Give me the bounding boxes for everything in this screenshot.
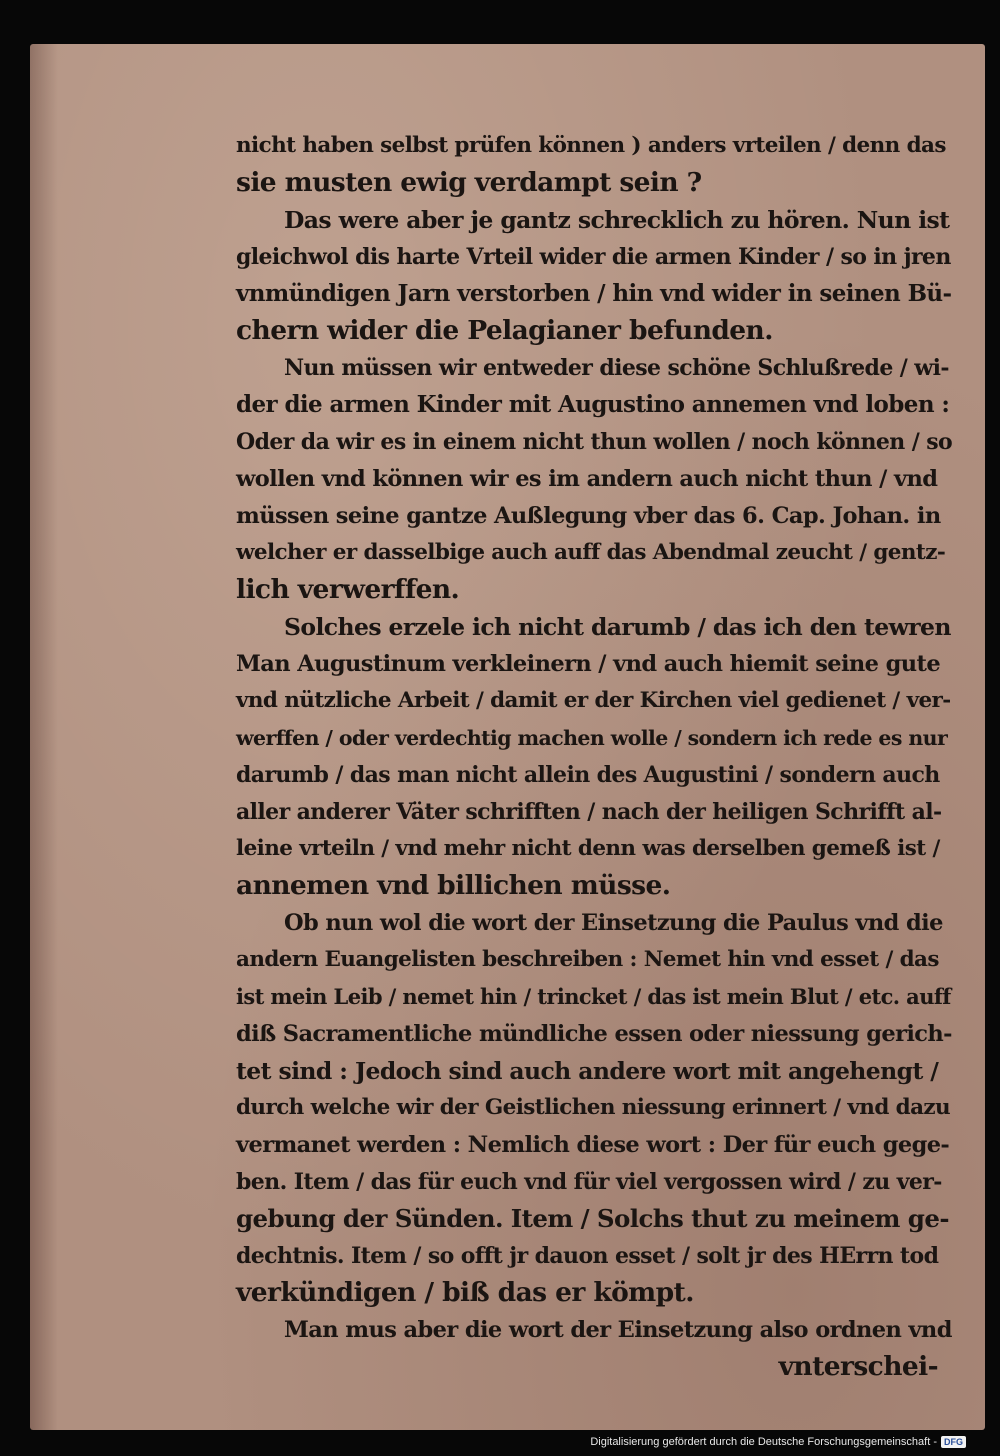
text-line: Man Augustinum verkleinern / vnd auch hiemit seine gute bbox=[236, 651, 941, 677]
text-line: Das were aber je gantz schrecklich zu hören. Nun ist bbox=[284, 206, 950, 234]
footer bbox=[590, 1433, 966, 1451]
text-line: sie musten ewig verdampt sein ? bbox=[236, 167, 702, 198]
text-line: wollen vnd können wir es im andern auch nicht thun / vnd bbox=[236, 466, 938, 492]
footer-credit: Digitalisierung gefördert durch die Deutsche Forschungsgemeinschaft - bbox=[590, 1436, 937, 1448]
text-line: diß Sacramentliche mündliche essen oder niessung gerich- bbox=[236, 1021, 952, 1047]
dfg-logo-icon: DFG bbox=[941, 1436, 966, 1448]
text-line: leine vrteiln / vnd mehr nicht denn was derselben gemeß ist / bbox=[236, 836, 940, 861]
text-line: verkündigen / biß das er kömpt. bbox=[236, 1277, 694, 1308]
text-line: vnd nützliche Arbeit / damit er der Kirchen viel gedienet / ver- bbox=[236, 688, 951, 713]
text-line: welcher er dasselbige auch auff das Abendmal zeucht / gentz- bbox=[236, 540, 946, 565]
text-line: werffen / oder verdechtig machen wolle / sondern ich rede es nur bbox=[236, 726, 948, 750]
text-line: lich verwerffen. bbox=[236, 574, 460, 605]
catchword: vnterschei- bbox=[778, 1351, 938, 1382]
text-line: der die armen Kinder mit Augustino annemen vnd loben : bbox=[236, 391, 950, 418]
text-line: müssen seine gantze Außlegung vber das 6. Cap. Johan. in bbox=[236, 503, 941, 529]
text-line: nicht haben selbst prüfen können ) anders vrteilen / denn das bbox=[236, 133, 946, 158]
text-line: Nun müssen wir entweder diese schöne Schlußrede / wi- bbox=[284, 355, 949, 381]
text-line: gleichwol dis harte Vrteil wider die armen Kinder / so in jren bbox=[236, 244, 951, 270]
text-line: annemen vnd billichen müsse. bbox=[236, 870, 671, 901]
text-line: Solches erzele ich nicht darumb / das ich den tewren bbox=[284, 613, 951, 641]
text-line: Ob nun wol die wort der Einsetzung die Paulus vnd die bbox=[284, 910, 943, 936]
text-line: chern wider die Pelagianer befunden. bbox=[236, 315, 773, 346]
text-line: aller anderer Väter schrifften / nach der heiligen Schrifft al- bbox=[236, 799, 942, 825]
text-line: andern Euangelisten beschreiben : Nemet hin vnd esset / das bbox=[236, 947, 939, 972]
text-line: ben. Item / das für euch vnd für viel vergossen wird / zu ver- bbox=[236, 1169, 942, 1195]
text-line: durch welche wir der Geistlichen niessung erinnert / vnd dazu bbox=[236, 1095, 951, 1120]
text-line: vermanet werden : Nemlich diese wort : Der für euch gege- bbox=[236, 1132, 950, 1158]
text-line: Oder da wir es in einem nicht thun wollen / noch können / so bbox=[236, 429, 953, 455]
text-line: tet sind : Jedoch sind auch andere wort mit angehengt / bbox=[236, 1057, 939, 1085]
text-line: dechtnis. Item / so offt jr dauon esset / solt jr des HErrn tod bbox=[236, 1243, 939, 1269]
text-line: vnmündigen Jarn verstorben / hin vnd wider in seinen Bü- bbox=[236, 280, 952, 307]
text-line: ist mein Leib / nemet hin / trincket / das ist mein Blut / etc. auff bbox=[236, 984, 951, 1009]
text-line: Man mus aber die wort der Einsetzung also ordnen vnd bbox=[284, 1317, 952, 1343]
text-line: gebung der Sünden. Item / Solchs thut zu meinem ge- bbox=[236, 1204, 949, 1233]
text-line: darumb / das man nicht allein des Augustini / sondern auch bbox=[236, 762, 940, 788]
